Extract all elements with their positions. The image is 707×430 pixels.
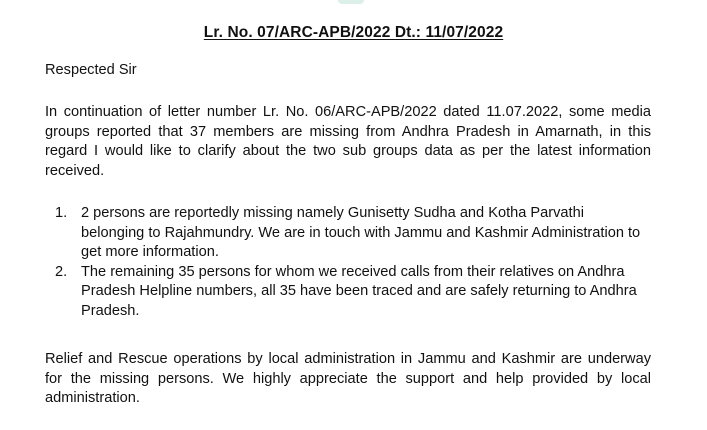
- list-item-number: 2.: [55, 263, 68, 280]
- list-item: [45, 204, 665, 263]
- intro-paragraph: In continuation of letter number Lr. No. 06/ARC-APB/2022 dated 11.07.2022, some media groups reported that 37 members are missing from Andhra Pradesh in Amarnath, in this regard I would like to clarify about the two sub groups data as per the latest information received.: [45, 104, 651, 179]
- list-item-text: 2 persons are reportedly missing namely Gunisetty Sudha and Kotha Parvathi belonging to Rajahmundry. We are in touch with Jammu and Kashmir Administration to get more information.: [81, 205, 641, 260]
- list-item-number: 1.: [55, 205, 68, 221]
- letterhead-fragment: [338, 0, 364, 4]
- points-list: [45, 204, 665, 321]
- letter-reference-title: Lr. No. 07/ARC-APB/2022 Dt.: 11/07/2022: [203, 24, 504, 41]
- list-item-text: The remaining 35 persons for whom we received calls from their relatives on Andhra Pradesh Helpline numbers, all 35 have been traced and are safely returning to Andhra Pradesh.: [81, 263, 637, 319]
- closing-paragraph: Relief and Rescue operations by local administration in Jammu and Kashmir are underway for the missing persons. We highly appreciate the support and help provided by local administration.: [45, 351, 651, 406]
- list-item: [45, 263, 665, 322]
- salutation: Respected Sir: [45, 62, 137, 78]
